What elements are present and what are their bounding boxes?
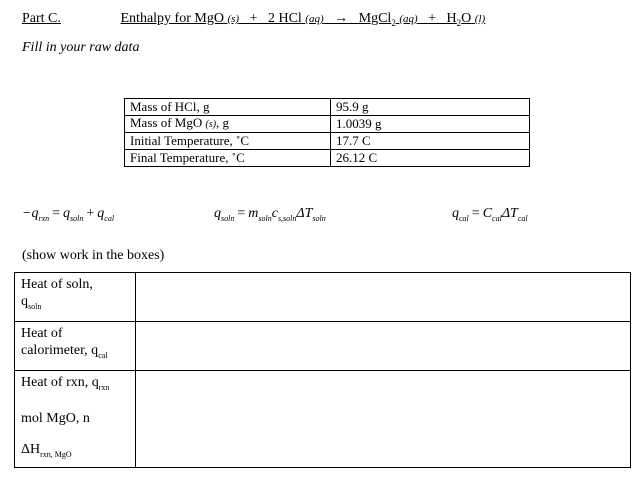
eq-term: C [482, 206, 493, 221]
mgcl-product: MgCl [358, 11, 392, 26]
q-symbol: q [21, 294, 28, 309]
equals-sign: = [237, 206, 246, 221]
arrow-icon: → [334, 11, 349, 26]
instructions: Fill in your raw data [22, 40, 140, 55]
reaction-equation [121, 11, 486, 26]
eq-subscript: soln [221, 213, 235, 223]
plus-sign: + [86, 206, 95, 221]
label-line [21, 374, 129, 396]
eq-subscript: cal [459, 213, 469, 223]
label-line: mol MgO, n [21, 410, 90, 426]
equals-sign: = [52, 206, 61, 221]
dh-subscript: rxn, MgO [40, 449, 72, 459]
raw-data-table [124, 98, 530, 167]
work-table [14, 272, 631, 468]
eq-term: q [63, 206, 71, 221]
equation-soln [214, 206, 326, 223]
row-label: Final Temperature, ˚C [125, 150, 331, 167]
row-value[interactable]: 1.0039 g [331, 116, 530, 133]
eq-subscript: soln [258, 213, 272, 223]
eq-term: q [97, 206, 105, 221]
eq-subscript: cal [517, 213, 528, 223]
water-h: H [446, 11, 457, 26]
eq-term: c [271, 206, 278, 221]
row-label: Mass of HCl, g [125, 99, 331, 116]
plus-sign-2: + [428, 11, 437, 26]
table-row [15, 273, 631, 322]
part-label: Part C. [22, 11, 61, 26]
label-unit: , g [216, 115, 230, 130]
reaction-title [22, 10, 492, 32]
equals-sign: = [471, 206, 480, 221]
row-value[interactable]: 26.12 C [331, 150, 530, 167]
hcl-state: (aq) [305, 13, 324, 25]
label-line [21, 293, 129, 315]
q-subscript: soln [28, 301, 42, 311]
eq-subscript: rxn [38, 213, 50, 223]
label-text: Heat of rxn, q [21, 375, 99, 390]
eq-subscript: cal [492, 213, 502, 223]
eq-term: m [248, 206, 259, 221]
eq-subscript: soln [312, 213, 326, 223]
plus-sign: + [249, 11, 258, 26]
equation-cal [452, 206, 528, 223]
heat-rxn-work-box[interactable] [136, 371, 631, 468]
label-text: calorimeter, q [21, 343, 99, 358]
eq-term: q [214, 206, 221, 221]
eq-subscript: cal [104, 213, 115, 223]
water-state: (l) [474, 13, 486, 25]
table-row [15, 322, 631, 371]
row-value[interactable]: 17.7 C [331, 133, 530, 150]
q-subscript: rxn [98, 382, 110, 392]
mgcl-state: (aq) [399, 13, 418, 25]
heat-soln-work-box[interactable] [136, 273, 631, 322]
row-value[interactable]: 95.9 g [331, 99, 530, 116]
mgo-state: (s) [227, 13, 240, 25]
eq-subscript: s,soln [277, 213, 297, 223]
eq-term: ΔT [296, 206, 313, 221]
table-row [125, 116, 530, 133]
row-label [15, 273, 136, 322]
row-label [15, 322, 136, 371]
label-line: Heat of soln, [21, 277, 93, 292]
table-row [125, 150, 530, 167]
table-row [15, 371, 631, 468]
label-line [21, 441, 129, 463]
label-state: (s) [205, 119, 217, 130]
q-subscript: cal [98, 350, 108, 360]
heat-cal-work-box[interactable] [136, 322, 631, 371]
delta-h-symbol: ΔH [21, 441, 41, 457]
label-line [21, 342, 129, 364]
mgcl-subscript: 2 [391, 17, 396, 28]
table-row [125, 99, 530, 116]
label-main: Mass of MgO [130, 115, 203, 130]
eq-term: q [452, 206, 459, 221]
hcl-reactant: 2 HCl [267, 11, 302, 26]
water-subscript: 2 [456, 17, 462, 28]
table-row [125, 133, 530, 150]
label-line: Heat of [21, 326, 63, 341]
title-prefix: Enthalpy for MgO [120, 11, 224, 26]
eq-subscript: soln [70, 213, 84, 223]
row-label [15, 371, 136, 468]
row-label [125, 116, 331, 133]
eq-term: −q [22, 206, 39, 221]
water-o: O [461, 11, 472, 26]
eq-term: ΔT [501, 206, 518, 221]
row-label: Initial Temperature, ˚C [125, 133, 331, 150]
show-work-note: (show work in the boxes) [22, 248, 165, 263]
equation-rxn [22, 206, 114, 223]
